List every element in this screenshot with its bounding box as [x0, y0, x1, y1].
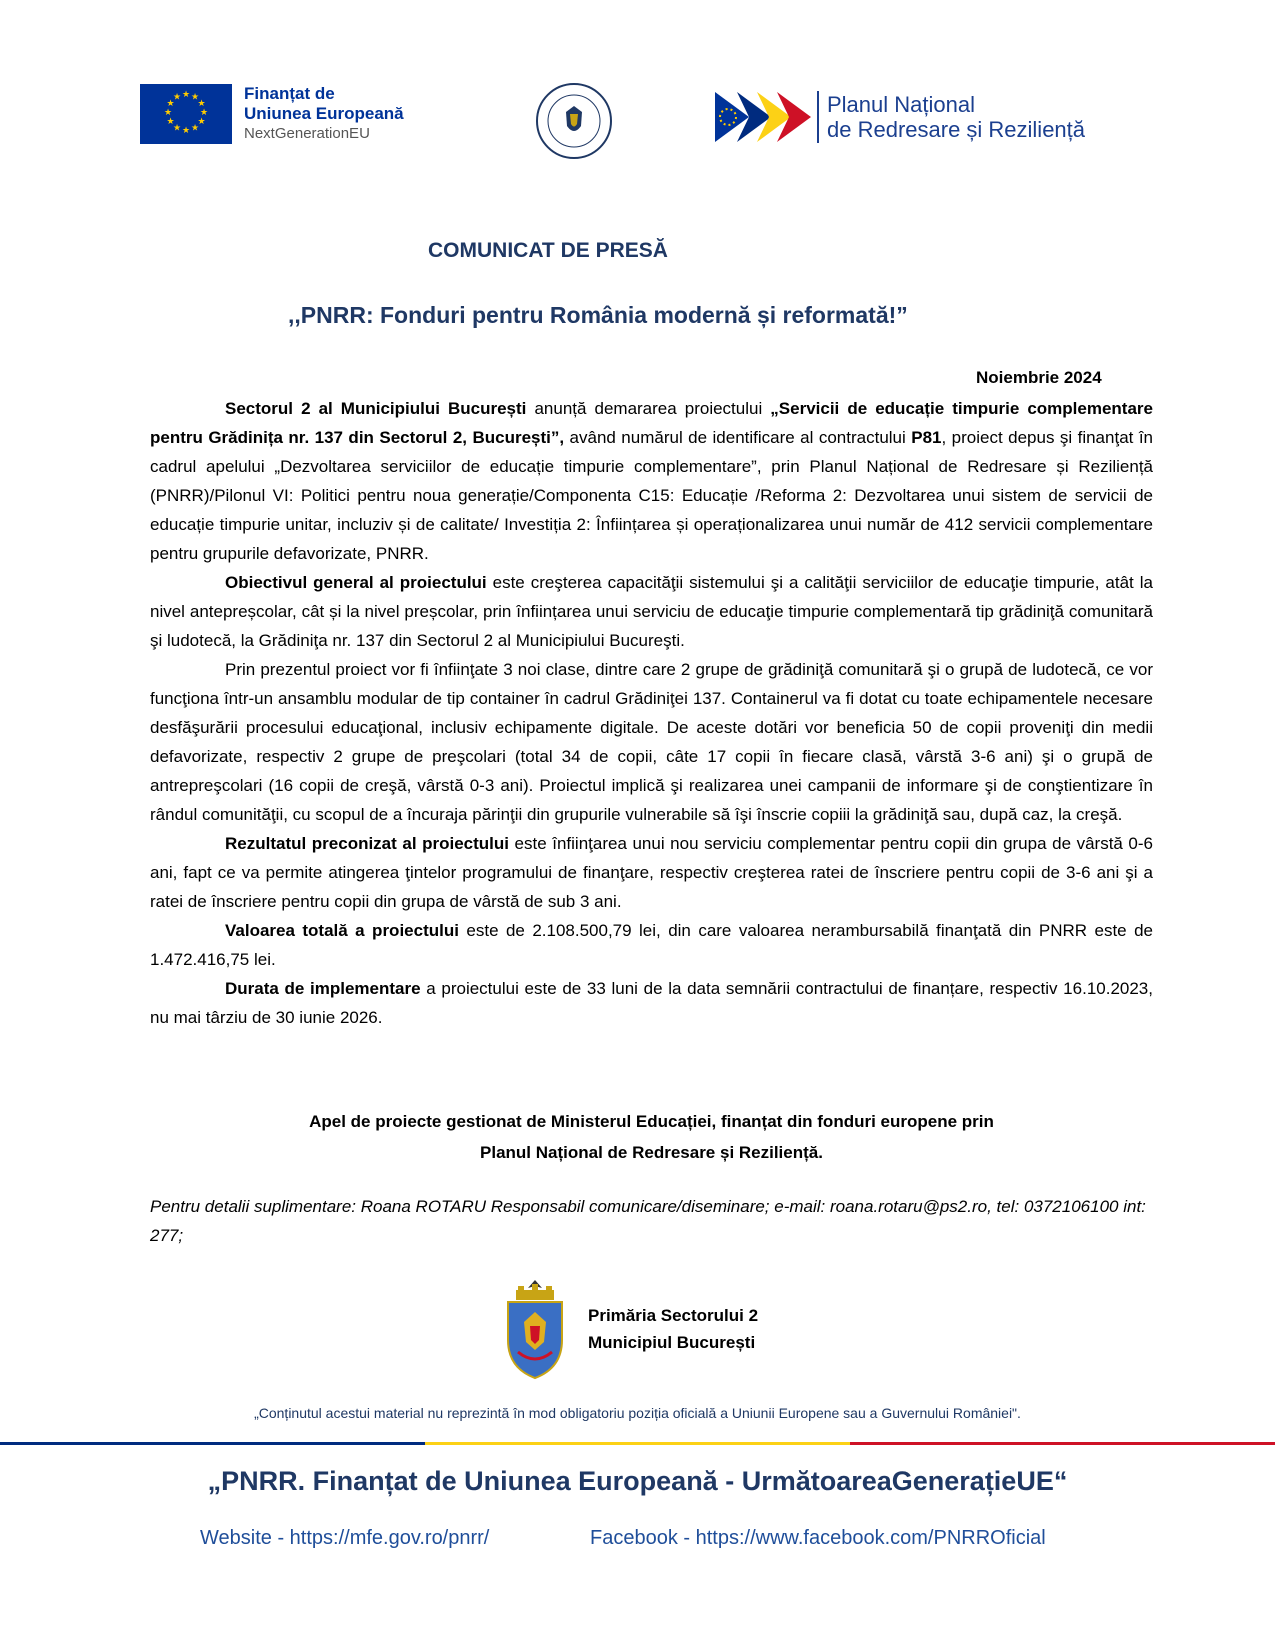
eu-flag-icon [140, 84, 232, 144]
svg-text:★: ★ [166, 117, 175, 127]
pnrr-logo-line2: de Redresare și Reziliență [827, 117, 1086, 142]
stripe-yellow [425, 1442, 850, 1445]
press-release-body [150, 394, 1153, 1032]
svg-text:★: ★ [166, 99, 175, 109]
svg-text:★: ★ [181, 90, 191, 100]
document-title: COMUNICAT DE PRESĂ [428, 239, 668, 262]
body-text: , proiect depus şi finanţat în cadrul apelului „Dezvoltarea serviciilor de educație timpurie complementare”, prin Planul Național de Redresare și Reziliență (PNRR)/Pilonul VI: Politici pentru noua generație/Componenta C15: Educație /Reforma 2: Dezvoltarea unui sistem de servicii de educație timpurie unitar, incluziv și de calitate/ Investiția 2: Înființarea și operaționalizarea unui număr de 412 servicii complementare pentru grupurile defavorizate, PNRR. [150, 428, 1153, 563]
svg-text:★: ★ [181, 126, 191, 136]
contact-details: Pentru detalii suplimentare: Roana ROTARU Responsabil comunicare/diseminare; e-mail: roana.rotaru@ps2.ro, tel: 0372106100 int: 277; [150, 1197, 1146, 1245]
bold-text: „Servicii de educație timpurie complementare pentru Grădinița nr. 137 din Sectorul 2, București”, [150, 399, 1153, 447]
call-line1: Apel de proiecte gestionat de Ministerul Educației, finanțat din fonduri europene prin [309, 1112, 994, 1131]
svg-text:★: ★ [197, 99, 206, 109]
body-text: a proiectului este de 33 luni de la data semnării contractului de finanțare, respectiv 16.10.2023, nu mai târziu de 30 iunie 2026. [150, 979, 1153, 1027]
bold-text: Sectorul 2 al Municipiului București [225, 399, 527, 418]
svg-text:★: ★ [163, 108, 173, 118]
svg-text:★: ★ [190, 92, 200, 103]
primaria-block [504, 1278, 758, 1380]
pnrr-logo-line1: Planul Național [827, 92, 975, 117]
bold-text: Valoarea totală a proiectului [225, 921, 459, 940]
government-seal-icon [535, 82, 613, 160]
bold-text: P81 [911, 428, 942, 447]
eu-logo-line3: NextGenerationEU [244, 125, 370, 142]
paragraph-total-value [150, 916, 1153, 974]
body-text: anunță demararea proiectului [526, 399, 771, 418]
pnrr-divider [817, 91, 819, 143]
paragraph-duration [150, 974, 1153, 1032]
body-text: având numărul de identificare al contractului [564, 428, 912, 447]
svg-text:★: ★ [199, 108, 209, 118]
footer-disclaimer: „Conținutul acestui material nu reprezintă în mod obligatoriu poziția oficială a Uniunii Europene sau a Guvernului României". [254, 1405, 1021, 1421]
paragraph-general-objective [150, 568, 1153, 655]
svg-text:★: ★ [190, 123, 200, 134]
svg-text:★: ★ [197, 117, 206, 127]
eu-logo-line1: Finanțat de [244, 84, 335, 103]
footer-slogan: „PNRR. Finanțat de Uniunea Europeană - UrmătoareaGenerațieUE“ [207, 1466, 1068, 1496]
paragraph-project-announcement [150, 394, 1153, 568]
paragraph-expected-result [150, 829, 1153, 916]
document-date: Noiembrie 2024 [976, 368, 1102, 387]
tricolor-stripe [0, 1442, 1275, 1445]
stripe-blue [0, 1442, 425, 1445]
paragraph-project-details: Prin prezentul proiect vor fi înfiinţate 3 noi clase, dintre care 2 grupe de grădiniţă comunitară şi o grupă de ludotecă, ce vor funcţiona într-un ansamblu modular de tip container în cadrul Grădiniţei 137. Containerul va fi dotat cu toate echipamentele necesare desfăşurării procesului educaţional, inclusiv echipamente digitale. De aceste dotări vor beneficia 50 de copii proveniţi din medii defavorizate, respectiv 2 grupe de preşcolari (total 34 de copii, câte 17 copii în fiecare clasă, vârstă 3-6 ani) şi o grupă de antrepreşcolari (16 copii de creşă, vârstă 0-3 ani). Proiectul implică şi realizarea unei campanii de informare şi de conştientizare în rândul comunităţii, cu scopul de a încuraja părinţii din grupurile vulnerabile să îşi înscrie copiii la grădiniţă sau, după caz, la creşă. [150, 660, 1153, 824]
bold-text: Obiectivul general al proiectului [225, 573, 487, 592]
eu-funding-logo [140, 84, 404, 144]
eu-logo-line2: Uniunea Europeană [244, 104, 404, 123]
stripe-red [850, 1442, 1275, 1445]
body-text: este creşterea capacităţii sistemului şi a calităţii serviciilor de educaţie timpurie, atât la nivel antepreșcolar, cât și la nivel preșcolar, prin înființarea unui serviciu de educaţie timpurie complementară tip grădiniţă comunitară şi ludotecă, la Grădiniţa nr. 137 din Sectorul 2 al Municipiului Bucureşti. [150, 573, 1153, 650]
bold-text: Durata de implementare [225, 979, 421, 998]
bold-text: Rezultatul preconizat al proiectului [225, 834, 509, 853]
sector2-crest-icon [504, 1278, 566, 1380]
pnrr-flag-icon [715, 90, 811, 144]
svg-text:★: ★ [172, 92, 182, 103]
document-subtitle: ,,PNRR: Fonduri pentru România modernă și reformată!” [288, 302, 908, 328]
svg-text:★: ★ [172, 123, 182, 134]
primaria-line1: Primăria Sectorului 2 [588, 1306, 759, 1325]
body-text: este înfiinţarea unui nou serviciu complementar pentru copii din grupa de vârstă 0-6 ani, fapt ce va permite atingerea ţintelor programului de finanţare, respectiv creşterea ratei de înscriere pentru copii de 3-6 ani şi a ratei de înscriere pentru copii din grupa de vârstă de sub 3 ani. [150, 834, 1154, 911]
body-text: este de 2.108.500,79 lei, din care valoarea nerambursabilă finanţată din PNRR este de 1.472.416,75 lei. [150, 921, 1153, 969]
facebook-link[interactable]: Facebook - https://www.facebook.com/PNRROficial [590, 1527, 1046, 1549]
primaria-line2: Municipiul București [588, 1333, 756, 1352]
website-link[interactable]: Website - https://mfe.gov.ro/pnrr/ [200, 1527, 490, 1549]
header-logos [0, 84, 1275, 154]
funding-call-note [150, 1106, 1153, 1168]
call-line2: Planul Național de Redresare și Reziliență. [480, 1143, 823, 1162]
pnrr-logo [715, 90, 1085, 144]
